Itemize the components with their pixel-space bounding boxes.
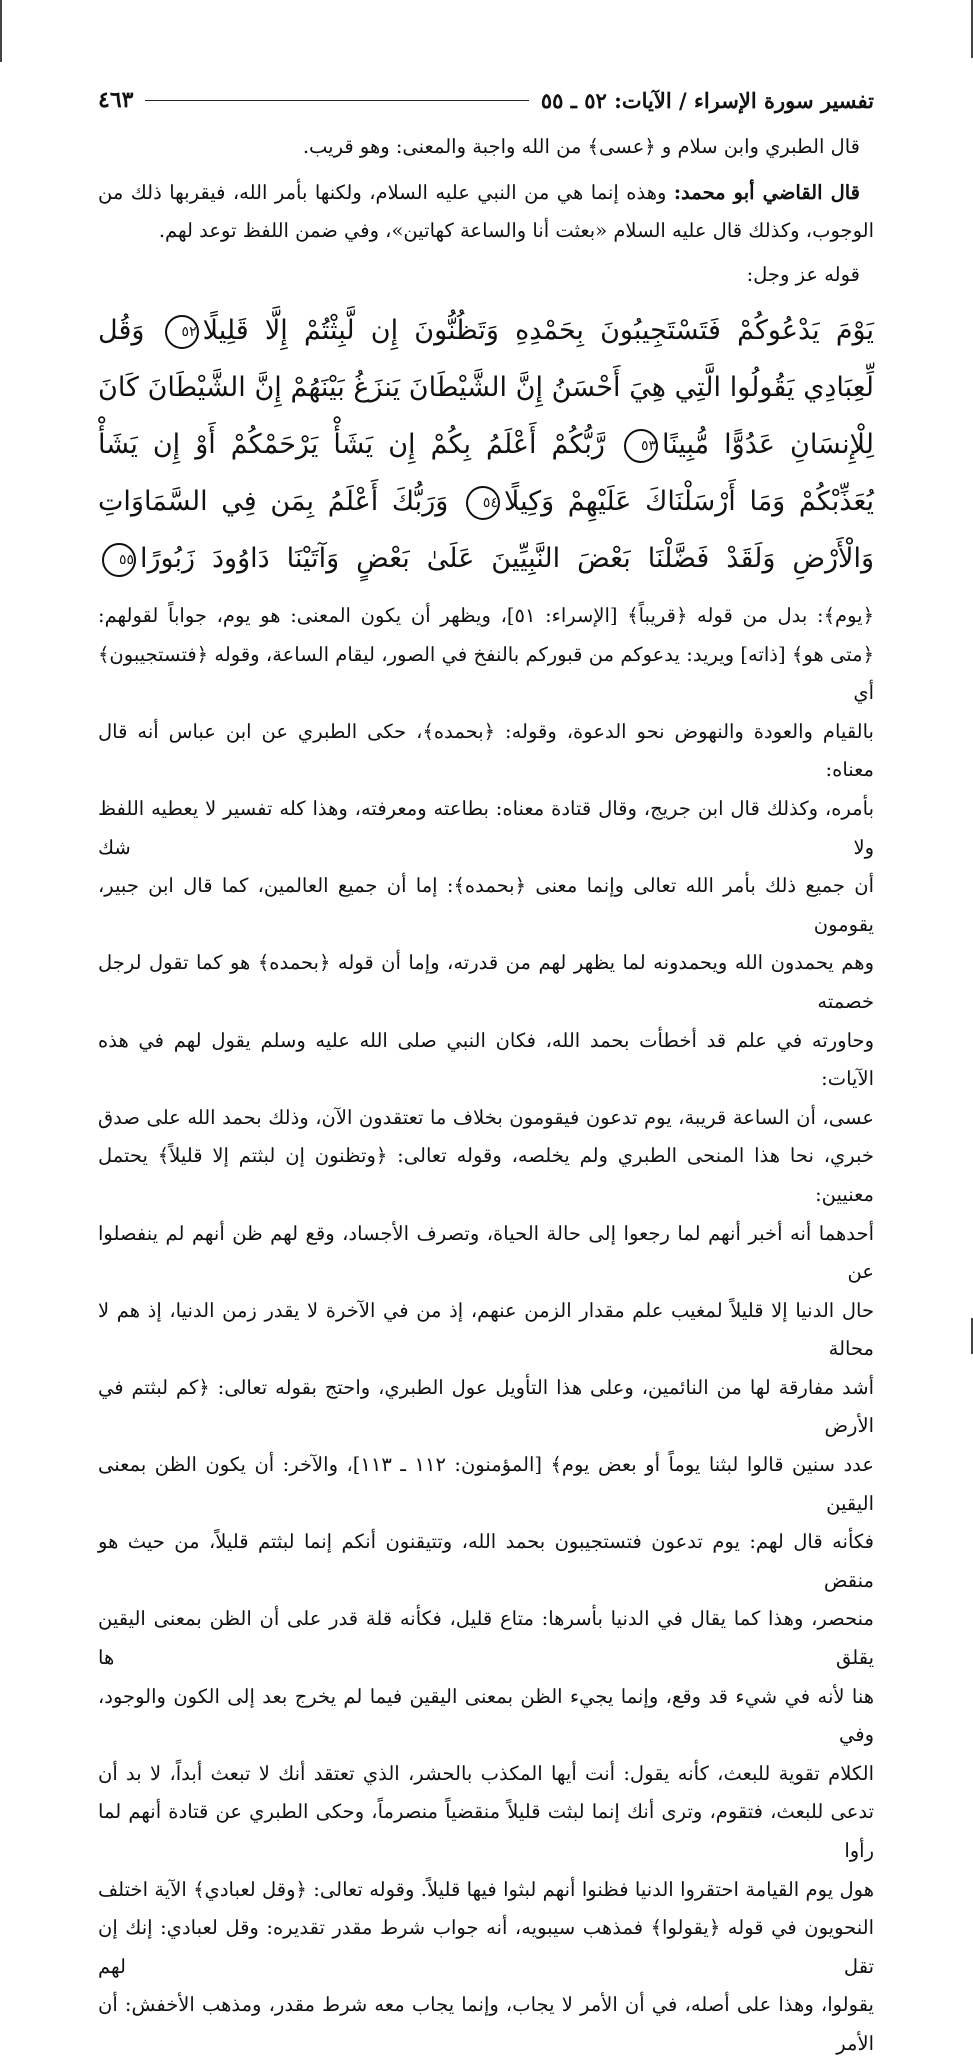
commentary-line: هنا لأنه في شيء قد وقع، وإنما يجيء الظن بمعنى اليقين فيما لم يخرج بعد إلى الكون والوجود، وفي [98,1684,874,1747]
commentary-line: أحدهما أنه أخبر أنهم لما رجعوا إلى حالة الحياة، وتصرف الأجساد، وقع لهم ظن أنهم لم ينفصلوا عن [98,1221,874,1284]
tabari-note: قال الطبري وابن سلام و ﴿عسى﴾ من الله واجبة والمعنى: وهو قريب. [302,135,860,158]
commentary-line: بأمره، وكذلك قال ابن جريج، وقال قتادة معناه: بطاعته ومعرفته، وهذا كله تفسير لا يعطيه اللفظ ولا شك [98,796,874,859]
commentary-line: منحصر، وهذا كما يقال في الدنيا بأسرها: متاع قليل، فكأنه قلة قدر على أن الظن بمعنى اليقين يقلق ها [98,1607,874,1670]
commentary-line: فكأنه قال لهم: يوم تدعون فتستجيبون بحمد الله، وتتيقنون أنكم إنما لبثتم قليلاً، من حيث هو منقض [98,1530,874,1592]
commentary-line: أشد مفارقة لها من النائمين، وعلى هذا التأويل عول الطبري، واحتج بقوله تعالى: ﴿كم لبثتم في الأرض [98,1375,874,1438]
running-header [98,82,874,118]
page-number: ٤٦٣ [98,87,134,113]
verse-54-text: رَّبُّكُمْ أَعْلَمُ بِكُمْ إِن يَشَأْ يَرْحَمْكُمْ أَوْ إِن يَشَأْ يُعَذِّبْكُمْ وَمَا أَرْسَلْنَاكَ عَلَيْهِمْ وَكِيلًا [98,429,874,517]
commentary-line: عسى، أن الساعة قريبة، يوم تدعون فيقومون بخلاف ما تعتقدون الآن، وذلك بحمد الله على صدق [98,1105,874,1129]
commentary-line: بالقيام والعودة والنهوض نحو الدعوة، وقوله: ﴿بحمده﴾، حكى الطبري عن ابن عباس أنه قال معناه: [98,719,874,782]
quran-verses [98,302,874,587]
commentary-line: الكلام تقوية للبعث، كأنه يقول: أنت أيها المكذب بالحشر، الذي تعتقد أنك لا تبعث أبداً، لا بد أن [98,1761,874,1785]
verse-55-marker: ٥٥ [102,543,136,577]
verse-52-marker: ٥٢ [165,315,199,349]
commentary-line: خبري، نحا هذا المنحى الطبري ولم يخلصه، وقوله تعالى: ﴿وتظنون إن لبثتم إلا قليلاً﴾ يحتمل معنيين: [98,1144,874,1206]
verse-53-text: وَقُل لِّعِبَادِي يَقُولُوا الَّتِي هِيَ أَحْسَنُ إِنَّ الشَّيْطَانَ يَنزَغُ بَيْنَهُمْ إِنَّ الشَّيْطَانَ كَانَ لِلْإِنسَانِ عَدُوًّا مُّبِينًا [98,315,874,460]
commentary-line: ﴿متى هو﴾ [ذاته] ويريد: يدعوكم من قبوركم بالنفخ في الصور، ليقام الساعة، وقوله ﴿فتستجيبون﴾ أي [98,642,874,705]
verse-intro: قوله عز وجل: [746,263,860,286]
verse-54-marker: ٥٤ [466,486,500,520]
judge-paragraph [98,174,874,250]
commentary-line: هول يوم القيامة احتقروا الدنيا فظنوا أنهم لبثوا فيها قليلاً. وقوله تعالى: ﴿وقل لعبادي﴾ الآية اختلف [98,1877,874,1901]
commentary-line: وحاورته في علم قد أخطأت بحمد الله، فكان النبي صلى الله عليه وسلم يقول لهم في هذه الآيات: [98,1028,874,1091]
commentary-line: عدد سنين قالوا لبثنا يوماً أو بعض يوم﴾ [المؤمنون: ١١٢ ـ ١١٣]، والآخر: أن يكون الظن بمعنى اليقين [98,1453,874,1515]
header-title: تفسير سورة الإسراء / الآيات: ٥٢ ـ ٥٥ [540,87,874,113]
commentary [98,597,874,2064]
verse-53-marker: ٥٣ [624,429,658,463]
commentary-line: يقولوا، وهذا على أصله، في أن الأمر لا يجاب، وإنما يجاب معه شرط مقدر، ومذهب الأخفش: أن الأمر [98,1993,874,2055]
verse-55-text: وَرَبُّكَ أَعْلَمُ بِمَن فِي السَّمَاوَاتِ وَالْأَرْضِ وَلَقَدْ فَضَّلْنَا بَعْضَ النَّبِيِّينَ عَلَىٰ بَعْضٍ وَآتَيْنَا دَاوُودَ زَبُورًا [98,486,874,574]
book-page [98,82,874,2064]
judge-text: وهذه إنما هي من النبي عليه السلام، ولكنها بأمر الله، فيقربها ذلك من الوجوب، وكذلك قال عليه السلام «بعثت أنا والساعة كهاتين»، وفي ضمن اللفظ توعد لهم. [98,181,874,242]
commentary-line: أن جميع ذلك بأمر الله تعالى وإنما معنى ﴿بحمده﴾: إما أن جميع العالمين، كما قال ابن جبير، يقومون [98,874,874,936]
commentary-line: تدعى للبعث، فتقوم، وترى أنك إنما لبثت قليلاً منقضياً منصرماً، وحكى الطبري عن قتادة أنهم لما رأوا [98,1800,874,1862]
commentary-line: النحويون في قوله ﴿يقولوا﴾ فمذهب سيبويه، أنه جواب شرط مقدر تقديره: وقل لعبادي: إنك إن تقل لهم [98,1916,874,1978]
commentary-line: حال الدنيا إلا قليلاً لمغيب علم مقدار الزمن عنهم، إذ من في الآخرة لا يقدر زمن الدنيا، إذ هم لا محالة [98,1298,874,1361]
commentary-line: ﴿يوم﴾: بدل من قوله ﴿قريباً﴾ [الإسراء: ٥١]، ويظهر أن يكون المعنى: هو يوم، جواباً لقولهم: [98,604,874,627]
scan-edge-line [0,0,2,62]
commentary-line: وهم يحمدون الله ويحمدونه لما يظهر لهم من قدرته، وإما أن قوله ﴿بحمده﴾ هو كما تقول لرجل خصمته [98,951,874,1013]
judge-label: قال القاضي أبو محمد: [673,181,860,204]
header-rule [145,100,528,101]
verse-52-text: يَوْمَ يَدْعُوكُمْ فَتَسْتَجِيبُونَ بِحَمْدِهِ وَتَظُنُّونَ إِن لَّبِثْتُمْ إِلَّا قَلِيلًا [202,315,874,346]
